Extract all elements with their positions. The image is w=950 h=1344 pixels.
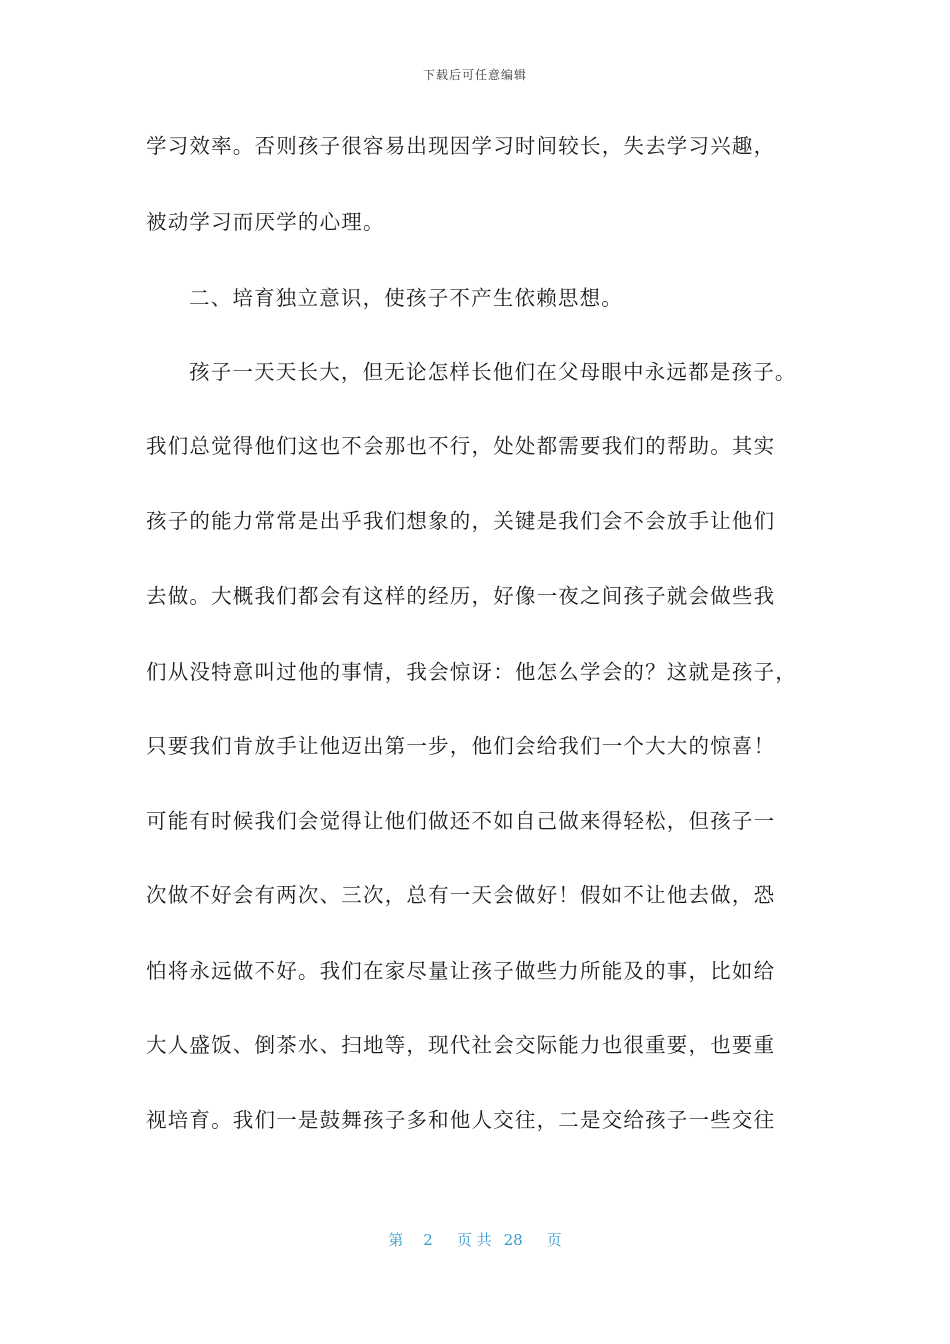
page-footer [0, 1229, 950, 1250]
footer-middle: 页 共 [456, 1231, 492, 1249]
body-line: 我们总觉得他们这也不会那也不行，处处都需要我们的帮助。其实 [146, 434, 776, 458]
body-line: 被动学习而厌学的心理。 [146, 210, 385, 234]
footer-suffix: 页 [546, 1231, 562, 1249]
section-heading: 二、培育独立意识，使孩子不产生依赖思想。 [189, 286, 623, 310]
page-header: 下载后可任意编辑 [422, 68, 527, 82]
total-pages: 28 [503, 1231, 523, 1249]
body-line: 大人盛饭、倒茶水、扫地等，现代社会交际能力也很重要，也要重 [146, 1033, 776, 1057]
page-number: 2 [423, 1231, 433, 1249]
body-line: 视培育。我们一是鼓舞孩子多和他人交往，二是交给孩子一些交往 [146, 1108, 776, 1132]
body-line: 孩子的能力常常是出乎我们想象的，关键是我们会不会放手让他们 [146, 509, 776, 533]
body-line: 怕将永远做不好。我们在家尽量让孩子做些力所能及的事，比如给 [146, 959, 776, 983]
body-line: 只要我们肯放手让他迈出第一步，他们会给我们一个大大的惊喜！ [146, 734, 776, 758]
footer-prefix: 第 [388, 1231, 404, 1249]
body-line: 次做不好会有两次、三次，总有一天会做好！假如不让他去做，恐 [146, 883, 776, 907]
body-line: 去做。大概我们都会有这样的经历，好像一夜之间孩子就会做些我 [146, 584, 776, 608]
body-line: 们从没特意叫过他的事情，我会惊讶：他怎么学会的？这就是孩子， [146, 660, 797, 684]
body-line: 可能有时候我们会觉得让他们做还不如自己做来得轻松，但孩子一 [146, 809, 776, 833]
body-line: 学习效率。否则孩子很容易出现因学习时间较长，失去学习兴趣， [146, 134, 776, 158]
body-line: 孩子一天天长大，但无论怎样长他们在父母眼中永远都是孩子。 [189, 360, 797, 384]
